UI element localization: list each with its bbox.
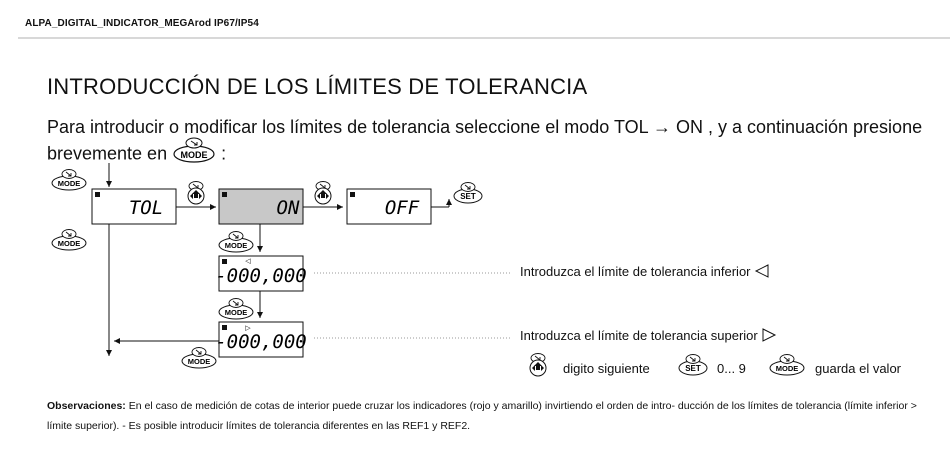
observations-text: En el caso de medición de cotas de interior puede cruzar los indicadores (rojo y amarillo) invirtiendo el orden de intro- ducción de los límites de tolerancia (límite inferior > límite superior). - Es posible introducir límites de tolerancia diferentes en las REF1 y REF2. <box>47 400 917 432</box>
intro-suffix: : <box>221 143 227 164</box>
mode-button-icon <box>182 348 216 369</box>
navigate-button-icon <box>530 354 546 377</box>
svg-text:MODE: MODE <box>775 364 799 373</box>
set-button-icon <box>679 355 707 376</box>
svg-text:MODE: MODE <box>224 308 248 317</box>
navigate-button-icon <box>315 182 331 205</box>
lower-limit-display <box>215 256 307 291</box>
svg-text:▷: ▷ <box>245 325 251 332</box>
svg-text:-000,000: -000,000 <box>215 331 307 353</box>
svg-text:MODE: MODE <box>57 239 81 248</box>
observations-label: Observaciones: <box>47 400 126 412</box>
triangle-left-icon <box>754 264 770 281</box>
svg-text:SET: SET <box>460 192 476 201</box>
tol-display <box>92 189 176 224</box>
lower-limit-annotation: Introduzca el límite de tolerancia inferior <box>520 264 770 281</box>
on-display <box>219 189 303 224</box>
svg-text:MODE: MODE <box>180 150 208 160</box>
svg-text:MODE: MODE <box>57 179 81 188</box>
mode-button-icon <box>219 299 253 320</box>
mode-button-icon <box>52 230 86 251</box>
legend-digits: 0... 9 <box>717 361 746 376</box>
svg-text:ON: ON <box>276 197 300 219</box>
observations-paragraph <box>47 396 927 436</box>
legend-next-digit: digito siguiente <box>563 361 650 376</box>
mode-button-icon <box>770 355 804 376</box>
document-header: ALPA_DIGITAL_INDICATOR_MEGArod IP67/IP54 <box>25 18 259 29</box>
svg-text:MODE: MODE <box>224 241 248 250</box>
mode-button-icon <box>219 232 253 253</box>
svg-text:MODE: MODE <box>187 357 211 366</box>
upper-limit-display <box>215 322 307 357</box>
svg-text:◁: ◁ <box>245 258 251 265</box>
off-display <box>347 189 431 224</box>
svg-text:-000,000: -000,000 <box>215 265 307 287</box>
svg-text:SET: SET <box>685 364 701 373</box>
legend-save: guarda el valor <box>815 361 901 376</box>
mode-button-icon <box>52 170 86 191</box>
upper-limit-annotation: Introduzca el límite de tolerancia superior <box>520 328 777 345</box>
section-title: INTRODUCCIÓN DE LOS LÍMITES DE TOLERANCIA <box>47 74 588 99</box>
svg-text:TOL: TOL <box>128 197 164 219</box>
triangle-right-icon <box>761 328 777 345</box>
navigate-button-icon <box>188 182 204 205</box>
set-button-icon <box>454 183 482 204</box>
svg-text:OFF: OFF <box>384 197 420 219</box>
intro-text: Para introducir o modificar los límites de tolerancia seleccione el modo TOL → ON , y a continuación presione brevemente en <box>47 117 923 164</box>
